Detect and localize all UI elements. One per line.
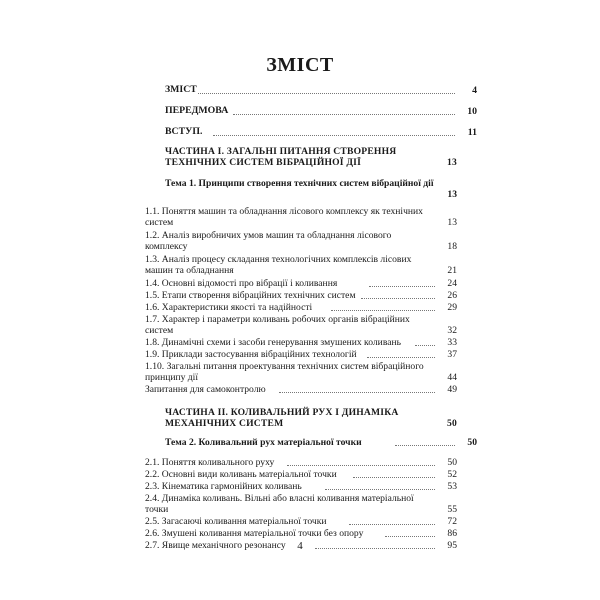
toc-page-number: 44: [444, 372, 457, 383]
toc-page-number: 13: [444, 217, 457, 228]
toc-entry-self-check-1[interactable]: Запитання для самоконтролю 49: [145, 384, 457, 395]
toc-entry-1-9[interactable]: 1.9. Приклади застосування вібраційних технологій 37: [145, 349, 457, 360]
toc-entry-2-1[interactable]: 2.1. Поняття коливального руху 50: [145, 457, 457, 468]
toc-entry-contents[interactable]: ЗМІСТ 4: [165, 84, 477, 96]
table-of-contents: [145, 78, 477, 551]
toc-entry-preface[interactable]: ПЕРЕДМОВА 10: [165, 105, 477, 117]
toc-page-number: 72: [444, 516, 457, 527]
toc-entry-1-7[interactable]: 1.7. Характер і параметри коливань робочих органів вібраційних систем 32: [145, 314, 457, 336]
toc-entry-2-5[interactable]: 2.5. Загасаючі коливання матеріальної точки 72: [145, 516, 457, 527]
toc-entry-1-2[interactable]: 1.2. Аналіз виробничих умов машин та обладнання лісового комплексу 18: [145, 230, 457, 252]
toc-entry-part-2[interactable]: ЧАСТИНА ІІ. КОЛИВАЛЬНИЙ РУХ І ДИНАМІКА МЕХАНІЧНИХ СИСТЕМ 50: [165, 407, 457, 429]
toc-page-number: 13: [444, 157, 457, 168]
toc-page-number: 55: [444, 504, 457, 515]
toc-entry-introduction[interactable]: ВСТУП. 11: [165, 126, 477, 138]
toc-entry-1-6[interactable]: 1.6. Характеристики якості та надійності 29: [145, 302, 457, 313]
toc-entry-1-1[interactable]: 1.1. Поняття машин та обладнання лісового комплексу як технічних систем 13: [145, 206, 457, 228]
toc-page-number: 11: [465, 127, 477, 138]
toc-page-number: 37: [444, 349, 457, 360]
toc-page-number: 49: [444, 384, 457, 395]
toc-entry-1-3[interactable]: 1.3. Аналіз процесу складання технологічних комплексів лісових машин та обладнання 21: [145, 254, 457, 276]
toc-page-number: 10: [464, 106, 477, 117]
toc-page-number: 86: [444, 528, 457, 539]
toc-page-number: 95: [444, 540, 457, 551]
toc-page-number: 50: [444, 418, 457, 429]
toc-entry-1-8[interactable]: 1.8. Динамічні схеми і засоби генерування змушених коливань 33: [145, 337, 457, 348]
toc-entry-2-2[interactable]: 2.2. Основні види коливань матеріальної точки 52: [145, 469, 457, 480]
toc-entry-part-1[interactable]: ЧАСТИНА І. ЗАГАЛЬНІ ПИТАННЯ СТВОРЕННЯ ТЕХНІЧНИХ СИСТЕМ ВІБРАЦІЙНОЇ ДІЇ 13: [165, 146, 457, 168]
toc-page-number: 21: [444, 265, 457, 276]
toc-entry-2-7[interactable]: 2.7. Явище механічного резонансу 95: [145, 540, 457, 551]
toc-page-number: 18: [444, 241, 457, 252]
toc-page-number: 50: [464, 437, 477, 448]
toc-page-number: 13: [444, 189, 457, 200]
toc-entry-topic-2[interactable]: Тема 2. Коливальний рух матеріальної точки 50: [165, 437, 477, 448]
toc-page-number: 33: [444, 337, 457, 348]
toc-page-number: 52: [444, 469, 457, 480]
toc-entry-1-5[interactable]: 1.5. Етапи створення вібраційних технічних систем 26: [145, 290, 457, 301]
toc-page-number: 29: [444, 302, 457, 313]
toc-page-number: 24: [444, 278, 457, 289]
toc-page-number: 50: [444, 457, 457, 468]
toc-page-number: 53: [444, 481, 457, 492]
toc-entry-1-10[interactable]: 1.10. Загальні питання проектування технічних систем вібраційного принципу дії 44: [145, 361, 457, 383]
toc-entry-2-3[interactable]: 2.3. Кінематика гармонійних коливань 53: [145, 481, 457, 492]
toc-entry-2-4[interactable]: 2.4. Динаміка коливань. Вільні або власні коливання матеріальної точки 55: [145, 493, 457, 515]
page-title: ЗМІСТ: [266, 54, 334, 76]
toc-page-number: 32: [444, 325, 457, 336]
toc-entry-2-6[interactable]: 2.6. Змушені коливання матеріальної точки без опору 86: [145, 528, 457, 539]
toc-page-number: 4: [469, 85, 477, 96]
toc-page-number: 26: [444, 290, 457, 301]
page-number: 4: [297, 540, 303, 552]
toc-entry-1-4[interactable]: 1.4. Основні відомості про вібрації і коливання 24: [145, 278, 457, 289]
toc-entry-topic-1[interactable]: Тема 1. Принципи створення технічних систем вібраційної дії 13: [165, 178, 457, 200]
